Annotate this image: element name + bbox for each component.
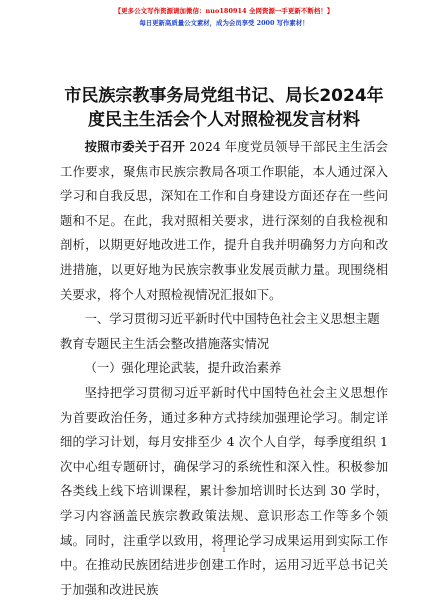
body-paragraph-2: 坚持把学习贯彻习近平新时代中国特色社会主义思想作为首要政治任务，通过多种方式持续加强理论学习。制定详细的学习计划，每月安排至少 4 次个人自学，每季度组织 1 次中心组专题研讨，确保学习的系统性和深入性。积极参加各类线上线下培训课程，累计参加培训时长达到 30 学时，学习内容涵盖民族宗教政策法规、意识形态工作等多个领域。同时，注重学以致用，将理论学习成果运用到实际工作中。在推动民族团结进步创建工作时，运用习近平总书记关于加强和改进民族 xyxy=(60,385,388,597)
section-heading-1: 一、学习贯彻习近平新时代中国特色社会主义思想主题教育专题民主生活会整改措施落实情况 xyxy=(60,312,380,351)
promo-banner-line-1: 【更多公文写作资源请加微信：nuo180914 全网资源一手更新不断档！】 xyxy=(114,7,334,15)
page-number: 1 xyxy=(221,546,227,554)
intro-text: 2024 年度党员领导干部民主生活会工作要求，聚焦市民族宗教局各项工作职能，本人通过深入学习和自我反思，深知在工作和自身建设方面还存在一些问题和不足。在此，我对照相关要求，进行深刻的自我检视和剖析，以期更好地改进工作，提升自我并明确努力方向和改进措施，以更好地为民族宗教事业发展贡献力量。现围绕相关要求，将个人对照检视情况汇报如下。 xyxy=(60,140,388,302)
document-title: 市民族宗教事务局党组书记、局长2024年度民主生活会个人对照检视发言材料 xyxy=(64,86,384,130)
intro-lead: 按照市委关于召开 xyxy=(84,139,186,154)
document-body xyxy=(60,135,388,602)
promo-banner-line-2: 每日更新高质量公文素材，成为会员享受 2000 写作素材！ xyxy=(139,19,309,27)
intro-paragraph xyxy=(60,135,388,307)
subsection-heading-1: （一）强化理论武装，提升政治素养 xyxy=(84,361,282,376)
